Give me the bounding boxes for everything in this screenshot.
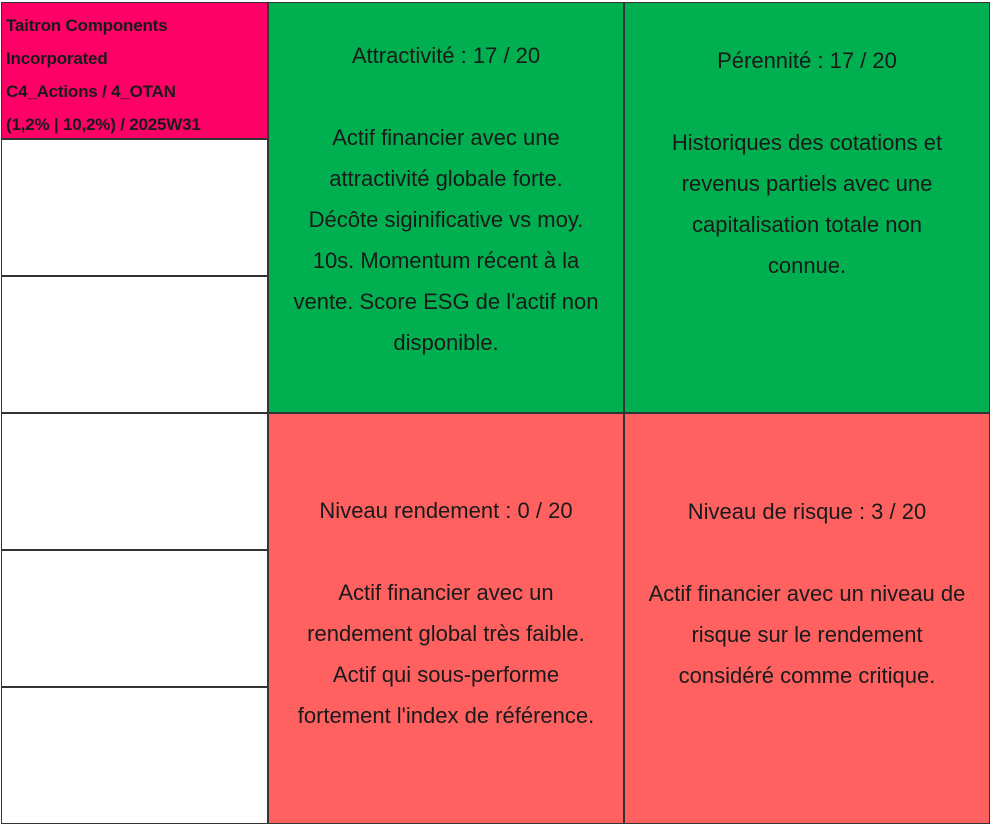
asset-weights-period: (1,2% | 10,2%) / 2025W31 [6,115,201,134]
asset-name-line-1: Taitron Components [6,16,168,35]
asset-category: C4_Actions / 4_OTAN [6,82,176,101]
empty-cell-3 [1,413,268,550]
sustainability-score: Pérennité : 17 / 20 [717,47,897,73]
yield-description: Actif financier avec un rendement global très faible. Actif qui sous-performe fortement l'index de référence. [297,579,595,728]
risk-score: Niveau de risque : 3 / 20 [687,499,927,524]
empty-cell-4 [1,550,268,687]
sustainability-panel [624,2,990,413]
attractiveness-description: Actif financier avec une attractivité globale forte. Décôte siginificative vs moy. 10s. Momentum récent à la vente. Score ESG de l'actif non disponible. [293,124,599,355]
empty-cell-2 [1,276,268,413]
sustainability-description: Historiques des cotations et revenus partiels avec une capitalisation totale non connue. [671,129,943,278]
asset-name-line-2: Incorporated [6,49,108,68]
attractiveness-score: Attractivité : 17 / 20 [351,42,541,68]
risk-panel [624,413,990,824]
attractiveness-panel [268,2,624,413]
asset-header-cell [1,2,268,139]
empty-cell-5 [1,687,268,824]
empty-cell-1 [1,139,268,276]
yield-panel [268,413,624,824]
risk-description: Actif financier avec un niveau de risque sur le rendement considéré comme critique. [648,581,966,688]
yield-score: Niveau rendement : 0 / 20 [319,497,573,523]
